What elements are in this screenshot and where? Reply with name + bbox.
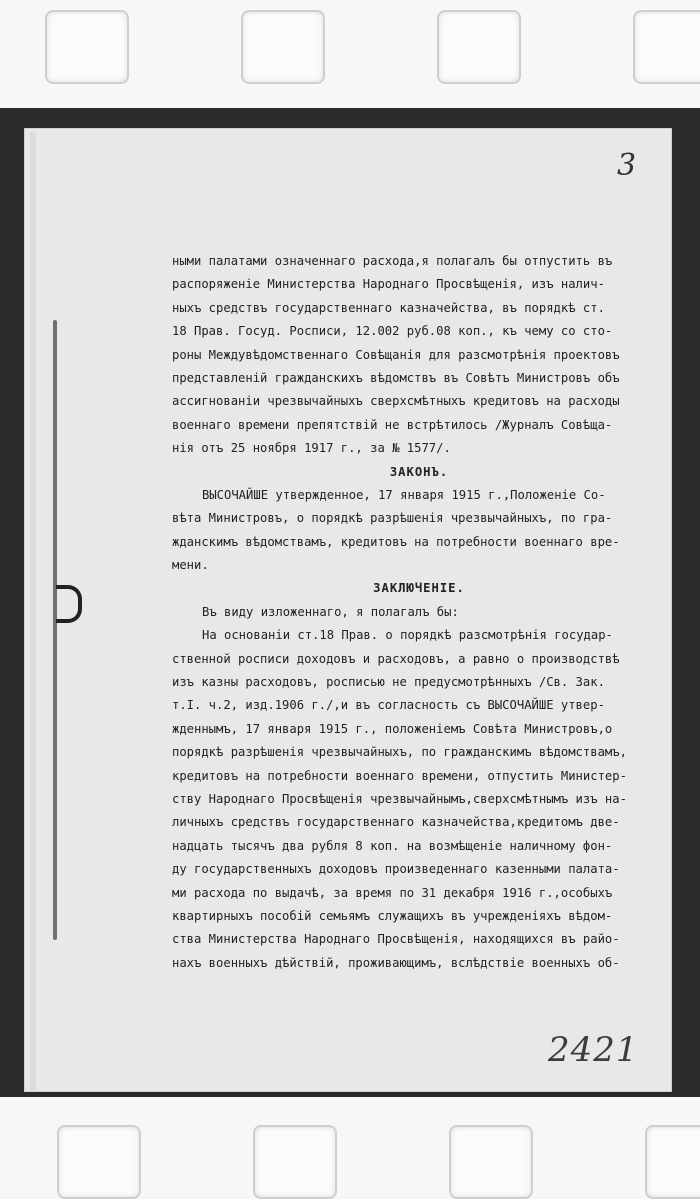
conclusion-line: На основаніи ст.18 Прав. о порядкѣ разсмотрѣнія государ- [202, 628, 613, 643]
conclusion-line: ства Министерства Народнаго Просвѣщенія, находящихся въ райо- [172, 932, 620, 947]
conclusion-line: ственной росписи доходовъ и расходовъ, а равно о производствѣ [172, 651, 620, 666]
conclusion-line: личныхъ средствъ государственнаго казначейства,кредитомъ две- [172, 815, 620, 830]
text-line: военнаго времени препятствій не встрѣтилось /Журналъ Совѣща- [172, 417, 613, 432]
film-perforation [633, 10, 700, 84]
film-perforation [449, 1125, 533, 1199]
text-line: ныхъ средствъ государственнаго казначейства, въ порядкѣ ст. [172, 300, 605, 315]
conclusion-line: порядкѣ разрѣшенія чрезвычайныхъ, по гражданскимъ вѣдомствамъ, [172, 745, 627, 760]
document-text [172, 250, 666, 975]
text-line: ассигнованіи чрезвычайныхъ сверхсмѣтныхъ кредитовъ на расходы [172, 394, 620, 409]
conclusion-line: квартирныхъ пособій семьямъ служащихъ въ учрежденіяхъ вѣдом- [172, 908, 613, 923]
law-heading: ЗАКОНЪ. [389, 464, 449, 479]
text-line: 18 Прав. Госуд. Росписи, 12.002 руб.08 коп., къ чему со сто- [172, 324, 613, 339]
text-line: представленій гражданскихъ вѣдомствъ въ Совѣтъ Министровъ объ [172, 370, 620, 385]
conclusion-line: нахъ военныхъ дѣйствій, проживающимъ, вслѣдствіе военныхъ об- [172, 955, 620, 970]
binding-clip [56, 585, 82, 623]
conclusion-line: изъ казны расходовъ, росписью не предусмотрѣнныхъ /Св. Зак. [172, 675, 605, 690]
conclusion-line: надцать тысячъ два рубля 8 коп. на возмѣщеніе наличному фон- [172, 838, 613, 853]
page-number: 3 [617, 148, 637, 183]
law-line: ВЫСОЧАЙШЕ утвержденное, 17 января 1915 г.,Положеніе Со- [202, 487, 606, 502]
conclusion-line: ми расхода по выдачѣ, за время по 31 декабря 1916 г.,особыхъ [172, 885, 613, 900]
law-line: мени. [172, 558, 209, 573]
film-perforation [57, 1125, 141, 1199]
text-line: распоряженіе Министерства Народнаго Просвѣщенія, изъ налич- [172, 277, 605, 292]
film-perforation [241, 10, 325, 84]
conclusion-line: т.I. ч.2, изд.1906 г./,и въ согласность съ ВЫСОЧАЙШЕ утвер- [172, 698, 605, 713]
conclusion-line: жденнымъ, 17 января 1915 г., положеніемъ Совѣта Министровъ,о [172, 721, 613, 736]
text-line: ными палатами означеннаго расхода,я полагалъ бы отпустить въ [172, 254, 613, 268]
film-strip-top [0, 0, 700, 108]
film-perforation [45, 10, 129, 84]
text-line: роны Междувѣдомственнаго Совѣщанія для разсмотрѣнія проектовъ [172, 347, 620, 362]
conclusion-heading: ЗАКЛЮЧЕНІЕ. [373, 581, 465, 596]
conclusion-line: Въ виду изложеннаго, я полагалъ бы: [202, 604, 459, 619]
film-strip-bottom [0, 1097, 700, 1197]
conclusion-line: кредитовъ на потребности военнаго времени, отпустить Министер- [172, 768, 627, 783]
law-line: вѣта Министровъ, о порядкѣ разрѣшенія чрезвычайныхъ, по гра- [172, 511, 613, 526]
archive-number: 2421 [548, 1030, 639, 1070]
film-perforation [437, 10, 521, 84]
film-perforation [253, 1125, 337, 1199]
film-perforation [645, 1125, 700, 1199]
page-edge [30, 132, 36, 1092]
conclusion-line: ству Народнаго Просвѣщенія чрезвычайнымъ,сверхсмѣтнымъ изъ на- [172, 791, 627, 806]
text-line: нія отъ 25 ноября 1917 г., за № 1577/. [172, 441, 451, 456]
law-line: жданскимъ вѣдомствамъ, кредитовъ на потребности военнаго вре- [172, 534, 620, 549]
conclusion-line: ду государственныхъ доходовъ произведеннаго казенными палата- [172, 862, 620, 877]
binding-thread [53, 320, 57, 940]
